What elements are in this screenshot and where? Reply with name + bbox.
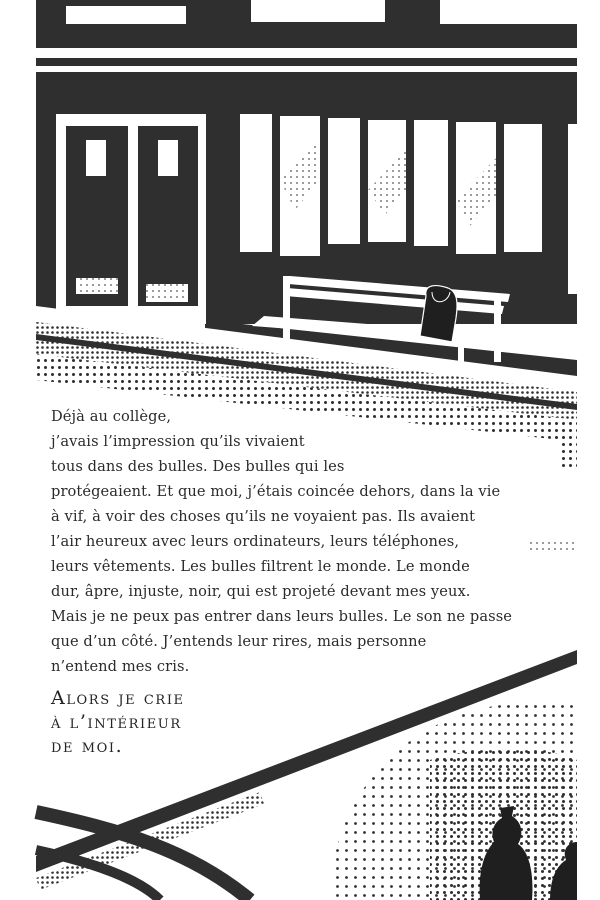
narrative-line: que d’un côté. J’entends leur rires, mais personne <box>51 633 427 650</box>
narrative-line: tous dans des bulles. Des bulles qui les <box>51 458 345 475</box>
narrative-line: n’entend mes cris. <box>51 658 190 675</box>
narrative-line: protégeaient. Et que moi, j’étais coincée dehors, dans la vie <box>51 483 501 500</box>
narrative-line: Mais je ne peux pas entrer dans leurs bulles. Le son ne passe <box>51 608 513 625</box>
shout-line: Alors je crie <box>51 687 185 709</box>
narrative-line: dur, âpre, injuste, noir, qui est projeté devant mes yeux. <box>51 583 471 600</box>
narrative-line: Déjà au collège, <box>51 408 172 425</box>
storefront-panel <box>36 0 577 470</box>
narrative-line: leurs vêtements. Les bulles filtrent le monde. Le monde <box>51 558 470 575</box>
narrative-line: j’avais l’impression qu’ils vivaient <box>51 433 305 450</box>
backpack-illustration <box>420 286 457 342</box>
shout-line: à l’intérieur <box>51 711 182 733</box>
shout-line: de moi. <box>51 735 124 757</box>
narrative-line: à vif, à voir des choses qu’ils ne voyaient pas. Ils avaient <box>51 508 476 525</box>
shout-caption <box>51 686 185 758</box>
narrative-line: l’air heureux avec leurs ordinateurs, leurs téléphones, <box>51 533 460 550</box>
